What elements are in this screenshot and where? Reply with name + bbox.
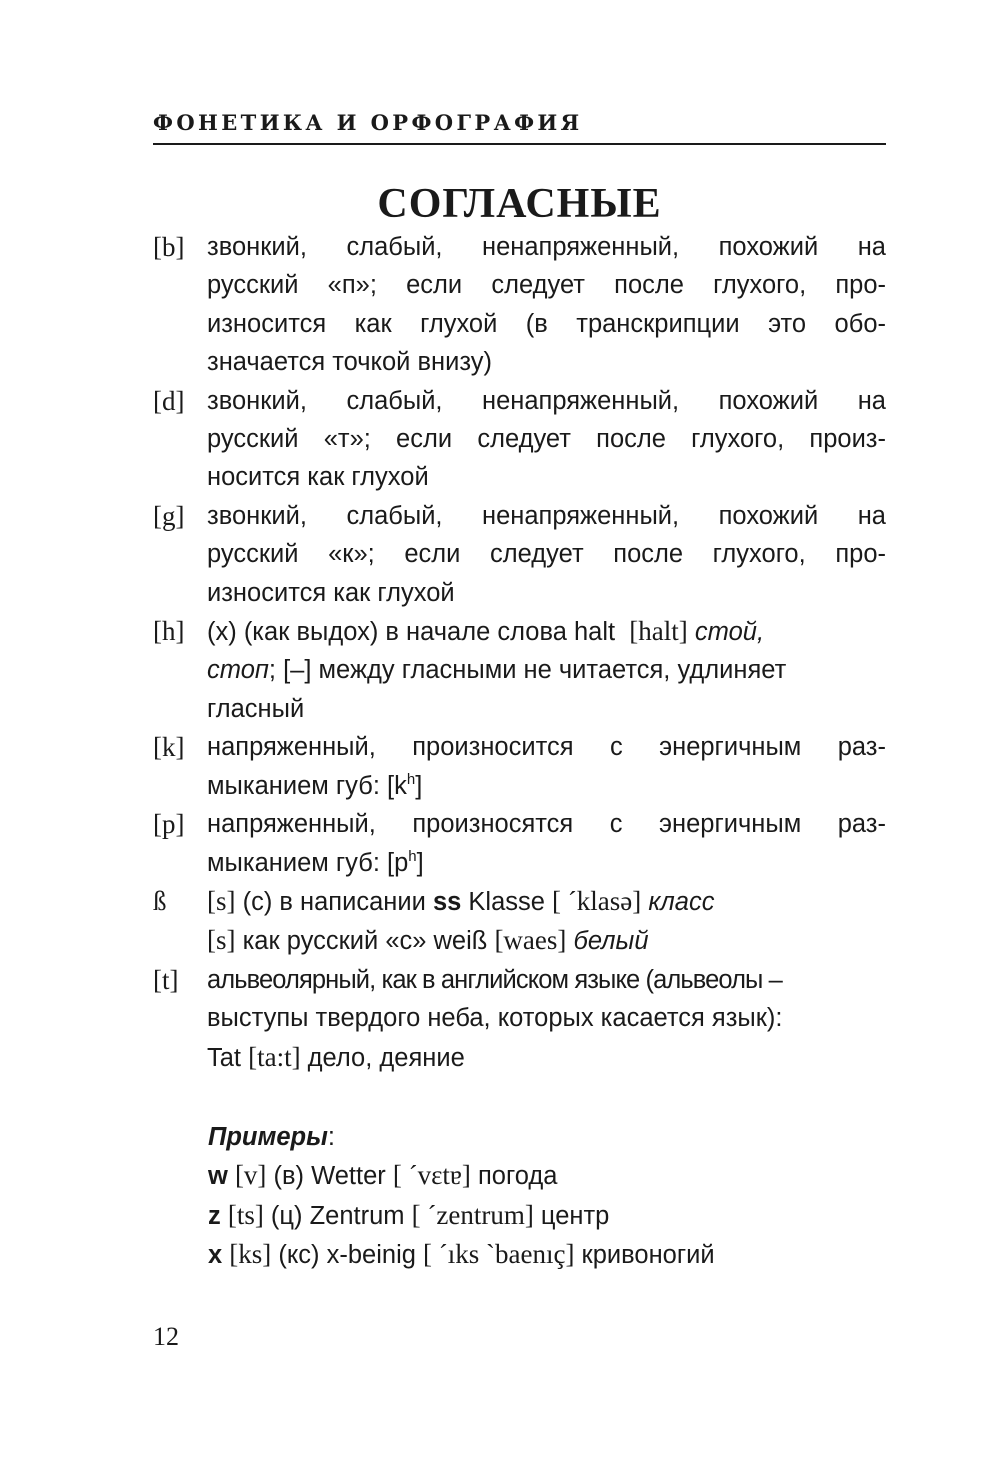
description-line: носится как глухой <box>207 463 429 492</box>
entry-symbol: [b] <box>153 232 185 262</box>
running-head: ФОНЕТИКА И ОРФОГРАФИЯ <box>153 110 886 145</box>
section-title: СОГЛАСНЫЕ <box>377 181 662 227</box>
entry-t <box>153 961 886 1077</box>
transcription: [ks] <box>229 1239 272 1270</box>
aspiration-mark: h <box>406 770 416 788</box>
example-letter: x <box>208 1241 223 1270</box>
transcription: [halt] <box>629 616 688 647</box>
translation: белый <box>573 927 649 956</box>
entry-g <box>153 497 886 612</box>
transcription: [ ˊvɛtɐ] <box>392 1160 471 1191</box>
entry-symbol: [k] <box>153 732 185 763</box>
description-line: износится как глухой <box>207 578 455 607</box>
entry-description <box>207 961 886 1077</box>
transcription: [v] <box>234 1160 267 1191</box>
description-line <box>207 844 886 882</box>
description-line: гласный <box>207 694 305 723</box>
consonant-entries <box>153 228 886 1077</box>
description-line <box>207 767 886 805</box>
description-line: альвеолярный, как в английском языке (альвеолы – <box>207 965 782 994</box>
text: мыканием губ: [p <box>207 848 409 877</box>
text: мыканием губ: [k <box>207 771 407 800</box>
entry-h <box>153 612 886 728</box>
text: как русский «с» weiß <box>235 927 495 956</box>
description-line: звонкий, слабый, ненапряженный, похожий на <box>207 386 886 415</box>
description-line: звонкий, слабый, ненапряженный, похожий на <box>207 233 886 261</box>
description-line: звонкий, слабый, ненапряженный, похожий на <box>207 501 886 530</box>
description-line: русский «т»; если следует после глухого, произ- <box>207 425 886 454</box>
text: ] <box>416 848 424 877</box>
colon: : <box>327 1123 335 1151</box>
entry-symbol: [p] <box>153 809 185 840</box>
description-line: износится как глухой (в транскрипции это обо- <box>207 309 886 338</box>
text: (с) в написании <box>235 887 433 916</box>
transcription: [ ˊıks ˋbaenıç] <box>423 1239 575 1270</box>
text: Klasse <box>461 887 553 916</box>
entry-symbol: ß <box>153 885 167 916</box>
description-line <box>207 612 886 651</box>
text: дело, деяние <box>300 1043 465 1072</box>
entry-d <box>153 382 886 497</box>
entry-description <box>207 382 886 497</box>
translation: класс <box>648 887 715 916</box>
description-line <box>207 651 886 689</box>
example-word: (ц) Zentrum <box>263 1201 412 1230</box>
description-line: выступы твердого неба, которых касается язык): <box>207 1004 783 1033</box>
transcription: [ts] <box>227 1199 264 1230</box>
transcription: [ta:t] <box>248 1041 301 1072</box>
entry-symbol: [t] <box>153 964 179 995</box>
description-line: напряженный, произносится с энергичным раз- <box>207 733 886 762</box>
example-gloss: кривоногий <box>574 1241 715 1270</box>
description-line: русский «п»; если следует после глухого, про- <box>207 271 886 300</box>
transcription: [waes] <box>494 925 567 956</box>
examples-heading: Примеры <box>208 1123 328 1151</box>
example-row <box>208 1235 908 1274</box>
entry-p <box>153 805 886 882</box>
entry-eszett <box>153 882 886 961</box>
entry-description <box>207 728 886 805</box>
example-row <box>208 1156 908 1195</box>
transcription: [s] <box>207 885 236 916</box>
example-gloss: погода <box>470 1162 558 1191</box>
translation: стоп <box>207 656 269 685</box>
description-line <box>207 1038 886 1077</box>
examples-heading-line <box>208 1118 908 1156</box>
aspiration-mark: h <box>408 847 417 865</box>
text: Tat <box>207 1043 249 1072</box>
entry-k <box>153 728 886 805</box>
example-letter: w <box>208 1162 228 1191</box>
entry-symbol: [d] <box>153 385 185 416</box>
entry-symbol: [g] <box>153 500 185 531</box>
example-letter: z <box>208 1201 221 1230</box>
entry-symbol: [h] <box>153 616 185 647</box>
text: (х) (как выдох) в начале слова halt <box>207 618 616 647</box>
entry-b <box>153 228 886 382</box>
example-gloss: центр <box>533 1201 610 1230</box>
description-line: напряженный, произносятся с энергичным раз- <box>207 810 886 839</box>
transcription: [ ˊklasə] <box>552 885 642 916</box>
example-row <box>208 1196 908 1235</box>
entry-description <box>207 612 886 728</box>
description-line <box>207 921 886 960</box>
transcription: [s] <box>207 925 236 956</box>
transcription: [ ˊzentrum] <box>411 1199 534 1230</box>
entry-description <box>207 228 886 382</box>
entry-description <box>207 882 886 961</box>
description-line: значается точкой внизу) <box>207 348 493 377</box>
description-line <box>207 882 886 921</box>
example-word: (кс) x-beinig <box>271 1241 424 1270</box>
spelling: ss <box>432 887 462 916</box>
examples-block <box>208 1118 908 1275</box>
text: ; [–] между гласными не читается, удлиняет <box>268 656 787 685</box>
translation: стой, <box>694 618 765 647</box>
description-line: русский «к»; если следует после глухого, про- <box>207 540 886 569</box>
page-number: 12 <box>153 1322 179 1351</box>
text: ] <box>415 771 423 800</box>
entry-description <box>207 805 886 882</box>
example-word: (в) Wetter <box>266 1162 393 1191</box>
entry-description <box>207 497 886 612</box>
